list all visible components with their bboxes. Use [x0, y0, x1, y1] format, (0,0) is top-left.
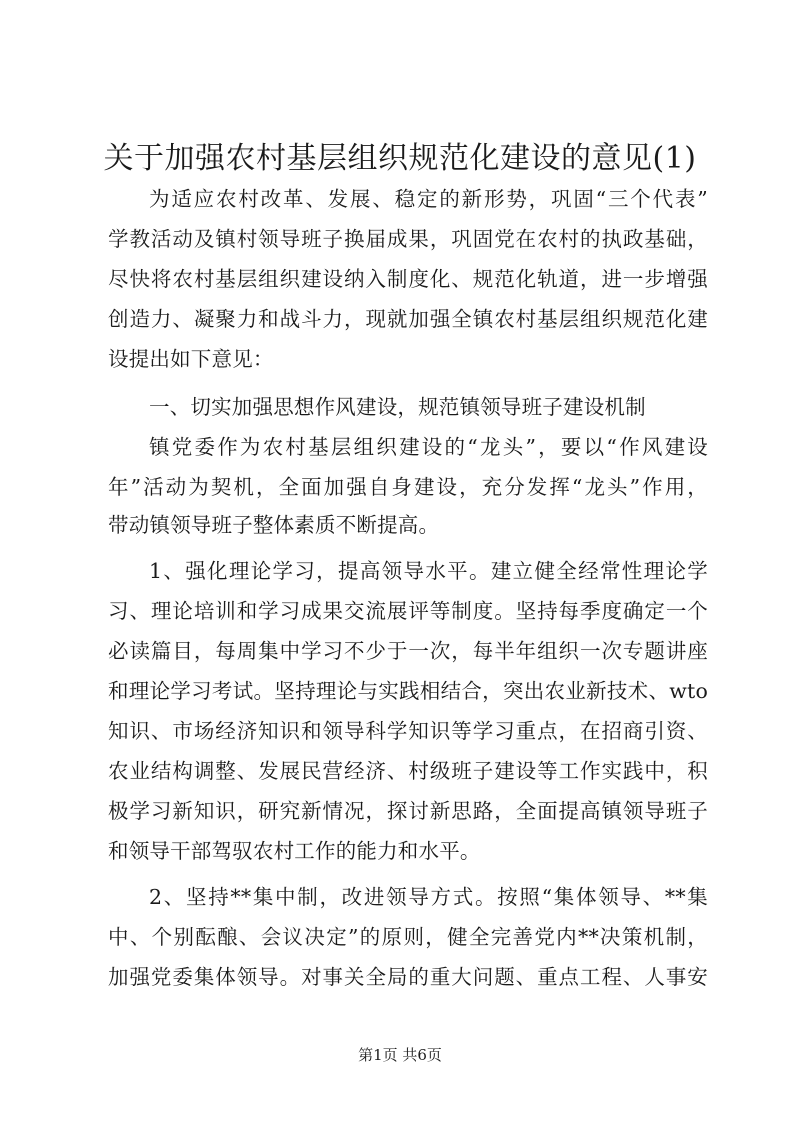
paragraph-line: 知识、市场经济知识和领导科学知识等学习重点，在招商引资、 [108, 719, 708, 743]
paragraph-line: 农业结构调整、发展民营经济、村级班子建设等工作实践中，积 [108, 759, 708, 783]
paragraph-line: 极学习新知识，研究新情况，探讨新思路，全面提高镇领导班子 [108, 799, 708, 823]
document-title: 关于加强农村基层组织规范化建设的意见(1) [103, 141, 697, 176]
paragraph-line: 中、个别酝酿、会议决定”的原则，健全完善党内**决策机制， [108, 925, 708, 949]
section-heading: 一、切实加强思想作风建设，规范镇领导班子建设机制 [149, 395, 646, 419]
paragraph-line: 带动镇领导班子整体素质不断提高。 [108, 513, 440, 537]
paragraph-line: 尽快将农村基层组织建设纳入制度化、规范化轨道，进一步增强 [108, 267, 708, 291]
paragraph-line: 设提出如下意见： [108, 347, 274, 371]
paragraph-line: 为适应农村改革、发展、稳定的新形势，巩固“三个代表” [149, 187, 708, 211]
paragraph-line: 和领导干部驾驭农村工作的能力和水平。 [108, 839, 481, 863]
paragraph-line: 必读篇目，每周集中学习不少于一次，每半年组织一次专题讲座 [108, 639, 708, 663]
page-number-footer: 第1页 共6页 [358, 1046, 442, 1064]
paragraph-line: 加强党委集体领导。对事关全局的重大问题、重点工程、人事安 [108, 965, 708, 989]
paragraph-line: 2、坚持**集中制，改进领导方式。按照“集体领导、**集 [149, 885, 708, 909]
paragraph-line: 镇党委作为农村基层组织建设的“龙头”，要以“作风建设 [149, 435, 708, 459]
paragraph-line: 年”活动为契机，全面加强自身建设，充分发挥“龙头”作用， [108, 475, 708, 499]
paragraph-line: 习、理论培训和学习成果交流展评等制度。坚持每季度确定一个 [108, 599, 708, 623]
paragraph-line: 1、强化理论学习，提高领导水平。建立健全经常性理论学 [149, 559, 708, 583]
paragraph-line: 和理论学习考试。坚持理论与实践相结合，突出农业新技术、wto [108, 679, 708, 703]
paragraph-line: 学教活动及镇村领导班子换届成果，巩固党在农村的执政基础， [108, 227, 708, 251]
paragraph-line: 创造力、凝聚力和战斗力，现就加强全镇农村基层组织规范化建 [108, 307, 708, 331]
